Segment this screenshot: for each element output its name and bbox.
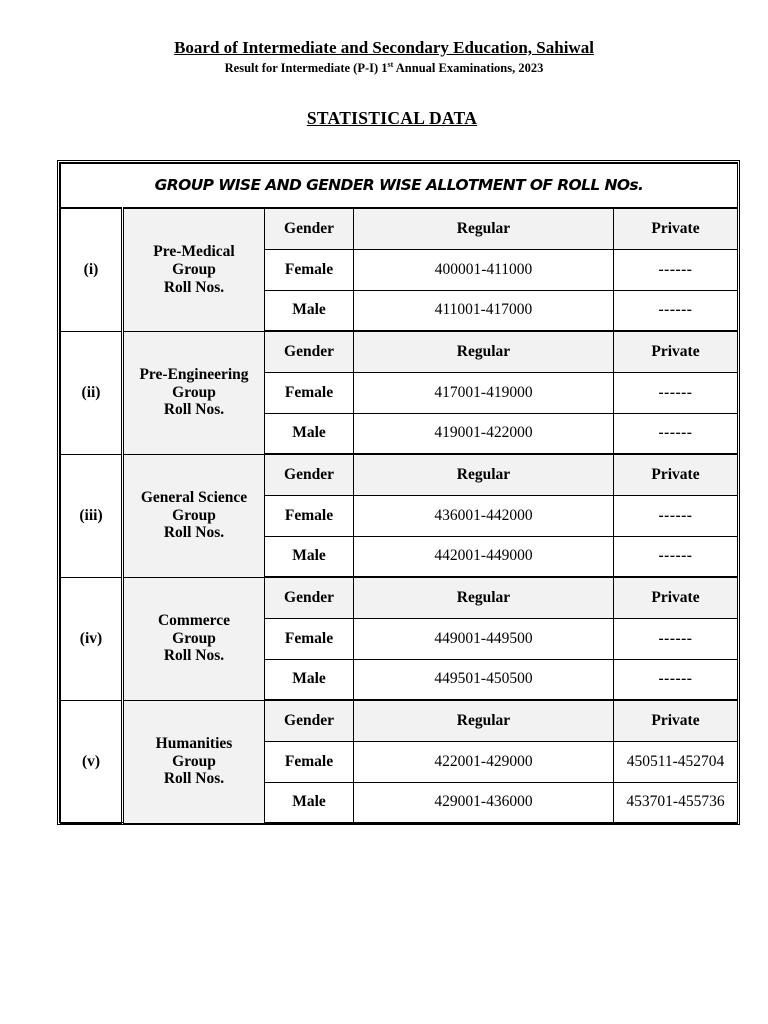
group-index: (v) — [61, 700, 123, 823]
gender-cell: Male — [265, 782, 354, 823]
result-subtitle — [0, 60, 768, 76]
group-name-line: Group — [172, 752, 216, 770]
group-name-line: Roll Nos. — [163, 647, 225, 665]
group-index: (ii) — [61, 331, 123, 454]
private-column-header: Private — [614, 454, 738, 495]
regular-range-cell: 417001-419000 — [354, 372, 614, 413]
regular-range-cell: 449501-450500 — [354, 659, 614, 700]
regular-range-cell: 429001-436000 — [354, 782, 614, 823]
group-name-line: Pre-Medical — [153, 243, 235, 261]
regular-column-header: Regular — [354, 700, 614, 741]
subtitle-suffix: Annual Examinations, 2023 — [393, 61, 544, 76]
group-name-line: Roll Nos. — [163, 524, 225, 542]
private-range-cell: ------ — [614, 372, 738, 413]
private-column-header: Private — [614, 331, 738, 372]
gender-column-header: Gender — [265, 331, 354, 372]
regular-range-cell: 422001-429000 — [354, 741, 614, 782]
regular-column-header: Regular — [354, 331, 614, 372]
private-column-header: Private — [614, 700, 738, 741]
regular-column-header: Regular — [354, 577, 614, 618]
private-range-cell: ------ — [614, 536, 738, 577]
private-range-cell: ------ — [614, 290, 738, 331]
private-column-header: Private — [614, 208, 738, 249]
section-title: STATISTICAL DATA — [306, 108, 478, 128]
group-name — [123, 577, 265, 700]
regular-range-cell: 400001-411000 — [354, 249, 614, 290]
group-name-line: General Science — [140, 488, 248, 506]
gender-cell: Female — [265, 741, 354, 782]
allotment-table-frame — [57, 160, 740, 825]
gender-cell: Female — [265, 618, 354, 659]
board-title: Board of Intermediate and Secondary Education, Sahiwal — [174, 38, 594, 57]
private-range-cell: ------ — [614, 659, 738, 700]
gender-column-header: Gender — [265, 208, 354, 249]
gender-cell: Male — [265, 413, 354, 454]
group-name-line: Group — [172, 260, 216, 278]
group-header-row — [61, 208, 738, 249]
private-range-cell: 453701-455736 — [614, 782, 738, 823]
gender-cell: Female — [265, 372, 354, 413]
gender-column-header: Gender — [265, 577, 354, 618]
private-range-cell: ------ — [614, 249, 738, 290]
group-name-line: Group — [172, 506, 216, 524]
regular-range-cell: 436001-442000 — [354, 495, 614, 536]
group-index: (iii) — [61, 454, 123, 577]
group-name-line: Commerce — [157, 611, 230, 629]
gender-cell: Male — [265, 290, 354, 331]
private-range-cell: ------ — [614, 495, 738, 536]
gender-column-header: Gender — [265, 454, 354, 495]
group-name — [123, 454, 265, 577]
group-name-line: Roll Nos. — [163, 770, 225, 788]
regular-column-header: Regular — [354, 454, 614, 495]
group-name-line: Roll Nos. — [163, 278, 225, 296]
gender-cell: Male — [265, 659, 354, 700]
group-index: (i) — [61, 208, 123, 331]
gender-cell: Female — [265, 249, 354, 290]
private-column-header: Private — [614, 577, 738, 618]
regular-range-cell: 449001-449500 — [354, 618, 614, 659]
allotment-table-body — [61, 164, 738, 824]
group-name — [123, 700, 265, 823]
group-name-line: Group — [172, 383, 216, 401]
private-range-cell: ------ — [614, 413, 738, 454]
subtitle-ordinal: st — [387, 60, 394, 69]
group-header-row — [61, 700, 738, 741]
private-range-cell: ------ — [614, 618, 738, 659]
group-name-line: Group — [172, 629, 216, 647]
group-name-line: Humanities — [155, 734, 233, 752]
group-name — [123, 208, 265, 331]
allotment-table — [60, 163, 738, 824]
gender-cell: Male — [265, 536, 354, 577]
regular-range-cell: 442001-449000 — [354, 536, 614, 577]
group-index: (iv) — [61, 577, 123, 700]
regular-range-cell: 419001-422000 — [354, 413, 614, 454]
regular-range-cell: 411001-417000 — [354, 290, 614, 331]
group-header-row — [61, 577, 738, 618]
group-name-line: Pre-Engineering — [139, 365, 249, 383]
regular-column-header: Regular — [354, 208, 614, 249]
group-name — [123, 331, 265, 454]
group-header-row — [61, 454, 738, 495]
gender-cell: Female — [265, 495, 354, 536]
table-banner: GROUP WISE AND GENDER WISE ALLOTMENT OF ROLL NOs. — [61, 164, 738, 209]
private-range-cell: 450511-452704 — [614, 741, 738, 782]
subtitle-prefix: Result for Intermediate (P-I) 1 — [224, 61, 388, 76]
gender-column-header: Gender — [265, 700, 354, 741]
group-header-row — [61, 331, 738, 372]
group-name-line: Roll Nos. — [163, 401, 225, 419]
